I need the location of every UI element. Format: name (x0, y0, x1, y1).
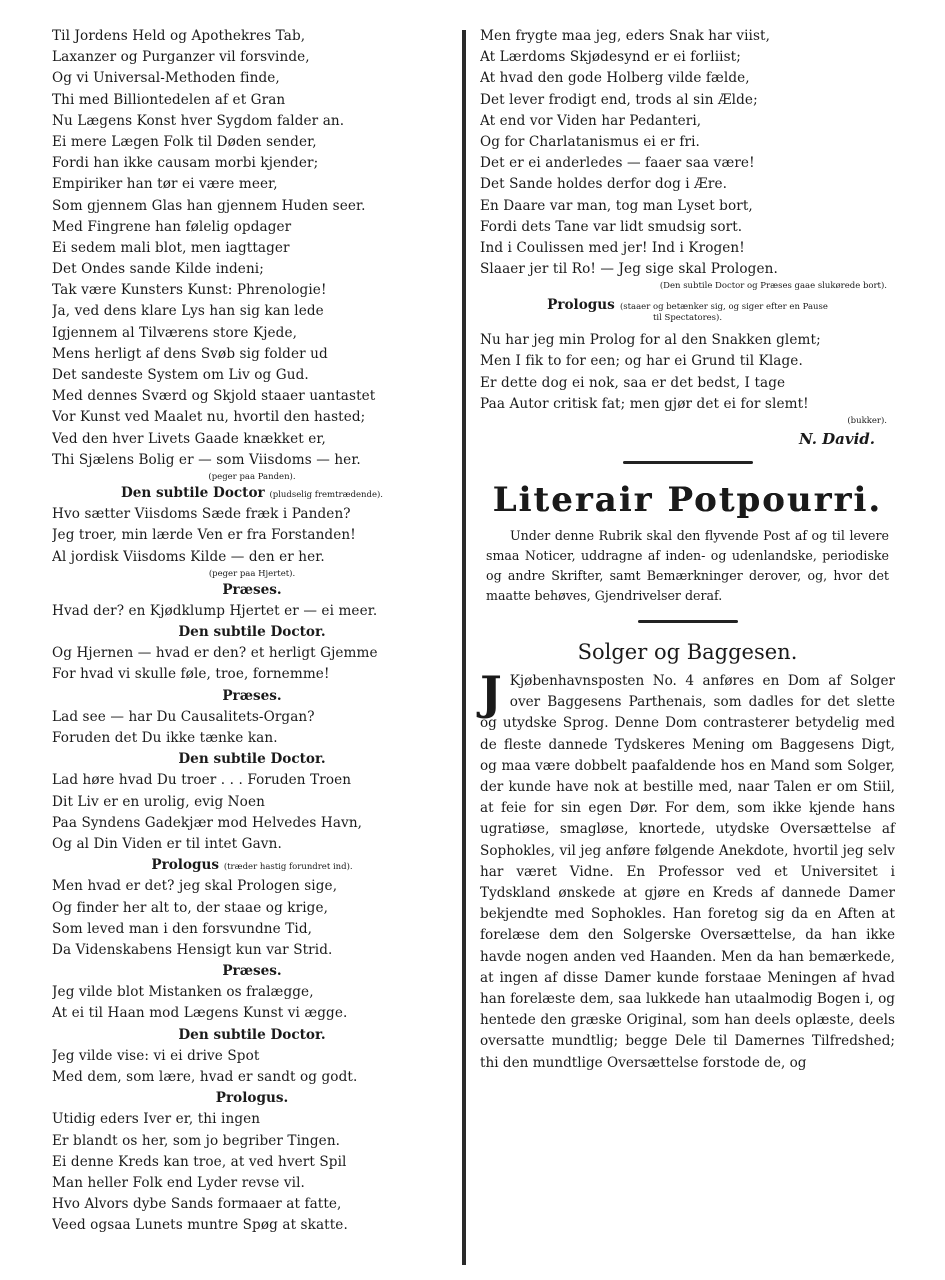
verse-line: En Daare var man, tog man Lyset bort, (480, 197, 753, 214)
article-body (480, 666, 895, 1074)
verse-line: Det lever frodigt end, trods al sin Ælde; (480, 91, 758, 108)
verse-line: Al jordisk Viisdoms Kilde — den er her. (52, 548, 325, 565)
verse-line: Med Fingrene han følelig opdager (52, 218, 292, 235)
verse-line: Foruden det Du ikke tænke kan. (52, 730, 278, 746)
verse-line: Som gjennem Glas han gjennem Huden seer. (52, 197, 366, 214)
stage-direction-exit: (Den subtile Doctor og Præses gaae slukørede bort). (659, 281, 887, 292)
speaker-prologus: Prologus (547, 297, 615, 314)
section-title: Literair Potpourri. (492, 480, 883, 520)
verse-line: Ved den hver Livets Gaade knækket er, (52, 430, 326, 447)
stage-direction-bow: (bukker). (847, 416, 887, 426)
verse-line: For hvad vi skulle føle, troe, fornemme! (52, 666, 330, 683)
verse-line: Men frygte maa jeg, eders Snak har viist, (480, 28, 771, 44)
verse-line: At Lærdoms Skjødesynd er ei forliist; (480, 49, 741, 66)
verse-line: Thi med Billiontedelen af et Gran (52, 91, 286, 108)
verse-line: Dit Liv er en urolig, evig Noen (52, 793, 265, 810)
verse-line: Med dem, som lære, hvad er sandt og godt. (52, 1069, 358, 1085)
verse-line: Med dennes Sværd og Skjold staaer uantastet (52, 388, 376, 405)
speaker-name (52, 1088, 452, 1109)
speaker-name (52, 749, 452, 770)
speaker-label: Prologus (151, 857, 220, 874)
section-intro: Under denne Rubrik skal den flyvende Post af og til levere smaa Noticer, uddragne af inden- og udenlandske, periodiske og andre Skrifter, samt Bemærkninger derover, og, hvor det maatte behøves, Gjendrivelser deraf. (486, 528, 889, 603)
verse-line: Hvad der? en Kjødklump Hjertet er — ei meer. (52, 602, 378, 619)
verse-line: Er blandt os her, som jo begriber Tingen. (52, 1132, 341, 1149)
speaker-label: Den subtile Doctor. (178, 624, 326, 641)
verse-line: At hvad den gode Holberg vilde fælde, (480, 70, 750, 87)
verse-line: Lad høre hvad Du troer . . . Foruden Troen (52, 772, 352, 789)
verse-line: Igjennem al Tilværens store Kjede, (52, 324, 298, 341)
article-title: Solger og Baggesen. (577, 640, 798, 664)
verse-line: Men hvad er det? jeg skal Prologen sige, (52, 878, 338, 895)
verse-line: Utidig eders Iver er, thi ingen (52, 1111, 261, 1128)
speaker-name (52, 855, 452, 876)
verse-line: Paa Syndens Gadekjær mod Helvedes Havn, (52, 814, 363, 831)
verse-line: Ind i Coulissen med jer! Ind i Krogen! (480, 239, 745, 256)
verse-line: Tak være Kunsters Kunst: Phrenologie! (52, 282, 327, 299)
verse-line: Paa Autor critisk fat; men gjør det ei for slemt! (480, 395, 809, 412)
right-verse-block-2 (480, 330, 895, 415)
section-rule (638, 620, 738, 623)
stage-direction: (peger paa Panden). (208, 471, 296, 482)
verse-line: Veed ogsaa Lunets muntre Spøg at skatte. (52, 1217, 348, 1234)
verse-line: Da Videnskabens Hensigt kun var Strid. (52, 941, 333, 958)
verse-line: Fordi dets Tane var lidt smudsig sort. (480, 218, 743, 235)
verse-line: Nu Lægens Konst hver Sygdom falder an. (52, 112, 345, 129)
verse-line: Til Jordens Held og Apothekres Tab, (52, 28, 306, 44)
verse-line: Lad see — har Du Causalitets-Organ? (52, 708, 315, 725)
verse-line: Jeg troer, min lærde Ven er fra Forstanden! (52, 527, 356, 544)
speaker-label: Præses. (222, 581, 282, 598)
verse-line: Jeg vilde vise: vi ei drive Spot (52, 1047, 260, 1064)
speaker-name (52, 483, 452, 504)
verse-line: Ei mere Lægen Folk til Døden sender, (52, 133, 317, 150)
verse-line: Nu har jeg min Prolog for al den Snakken glemt; (480, 332, 821, 349)
verse-line: Slaaer jer til Ro! — Jeg sige skal Prologen. (480, 261, 778, 278)
author-signature: N. David. (798, 430, 875, 448)
speaker-label: Den subtile Doctor. (178, 751, 326, 768)
verse-line: Det Ondes sande Kilde indeni; (52, 261, 264, 278)
speaker-label: Præses. (222, 687, 282, 704)
speaker-label: Prologus. (215, 1090, 289, 1107)
right-verse-block (480, 26, 895, 280)
verse-line: Jeg vilde blot Mistanken os fralægge, (52, 984, 314, 1001)
article-body-text: Kjøbenhavnsposten No. 4 anføres en Dom af Solger over Baggesens Parthenais, som dadles for det slette og utydske Sprog. Denne Dom contrasterer betydelig med de fleste dannede Tydskeres Mening om Baggesens Digt, og maa være dobbelt paafaldende hos en Mand som Solger, der kunde have nok at bestille med, naar Talen er om Stiil, at feie for sin egen Dør. For dem, som ikke kjende hans ugratiøse, smagløse, knortede, utydske Oversættelse af Sophokles, vil jeg anføre følgende Anekdote, hvortil jeg selv har været Vidne. En Professor ved et Universitet i Tydskland ønskede at gjøre en Kreds af dannede Damer bekjendte med Sophokles. Han foretog sig da en Aften at forelæse dem den Solgerske Oversættelse, da han ikke havde nogen anden ved Haanden. Men da han bemærkede, at ingen af disse Damer kunde forstaae Meningen af hvad han forelæste dem, saa lukkede han utaalmodig Bogen i, og hentede den græske Original, som han deels oplæste, deels oversatte mundtlig; begge Dele til Damernes Tilfredshed; thi den mundtlige Oversættelse forstode de, og (480, 673, 895, 1071)
verse-line: Empiriker han tør ei være meer, (52, 176, 278, 193)
speaker-label: Den subtile Doctor. (178, 1026, 326, 1043)
verse-line: Hvo sætter Viisdoms Sæde fræk i Panden? (52, 506, 351, 523)
speaker-name (52, 622, 452, 643)
prologus-note-2: til Spectatores). (652, 313, 723, 324)
stage-direction: (peger paa Hjertet). (208, 568, 296, 579)
verse-line: Og al Din Viden er til intet Gavn. (52, 835, 282, 852)
verse-line: Det Sande holdes derfor dog i Ære. (480, 176, 728, 193)
verse-line: Og Hjernen — hvad er den? et herligt Gjemme (52, 645, 378, 662)
verse-line: Man heller Folk end Lyder revse vil. (52, 1174, 305, 1191)
verse-line: At end vor Viden har Pedanteri, (480, 112, 702, 129)
prologus-note-1: (staaer og betænker sig, og siger efter en Pause (619, 302, 828, 313)
speaker-name (52, 686, 452, 707)
speaker-note: (pludselig fremtrædende). (269, 489, 384, 500)
prologus-speaker-block (480, 294, 895, 324)
right-column (480, 26, 895, 1074)
speaker-label: Den subtile Doctor (120, 484, 265, 501)
verse-line: Som leved man i den forsvundne Tid, (52, 920, 313, 937)
verse-line: Og for Charlatanismus ei er fri. (480, 133, 700, 150)
verse-line: Ei sedem mali blot, men iagttager (52, 239, 290, 256)
verse-line: Vor Kunst ved Maalet nu, hvortil den hasted; (52, 409, 366, 426)
speaker-label: Præses. (222, 963, 282, 980)
verse-line: At ei til Haan mod Lægens Kunst vi ægge. (52, 1005, 348, 1022)
verse-line: Ja, ved dens klare Lys han sig kan lede (52, 303, 324, 320)
verse-line: Er dette dog ei nok, saa er det bedst, I tage (480, 374, 786, 391)
verse-line: Mens herligt af dens Svøb sig folder ud (52, 345, 328, 362)
verse-line: Fordi han ikke causam morbi kjender; (52, 155, 319, 172)
speaker-name (52, 961, 452, 982)
verse-line: Og finder her alt to, der staae og krige, (52, 899, 329, 916)
speaker-name (52, 580, 452, 601)
verse-line: Og vi Universal-Methoden finde, (52, 70, 280, 87)
article-dropcap: J (480, 666, 502, 720)
verse-line: Laxanzer og Purganzer vil forsvinde, (52, 49, 310, 66)
ornamental-rule (623, 461, 753, 464)
verse-line: Det er ei anderledes — faaer saa være! (480, 155, 755, 172)
left-column (52, 26, 452, 1237)
speaker-name (52, 1025, 452, 1046)
column-divider (462, 30, 466, 1265)
verse-line: Men I fik to for een; og har ei Grund til Klage. (480, 353, 803, 370)
speaker-note: (træder hastig forundret ind). (223, 862, 353, 873)
verse-line: Ei denne Kreds kan troe, at ved hvert Spil (52, 1153, 347, 1170)
verse-line: Hvo Alvors dybe Sands formaaer at fatte, (52, 1196, 342, 1213)
verse-line: Thi Sjælens Bolig er — som Viisdoms — her. (52, 451, 361, 468)
verse-line: Det sandeste System om Liv og Gud. (52, 367, 309, 383)
